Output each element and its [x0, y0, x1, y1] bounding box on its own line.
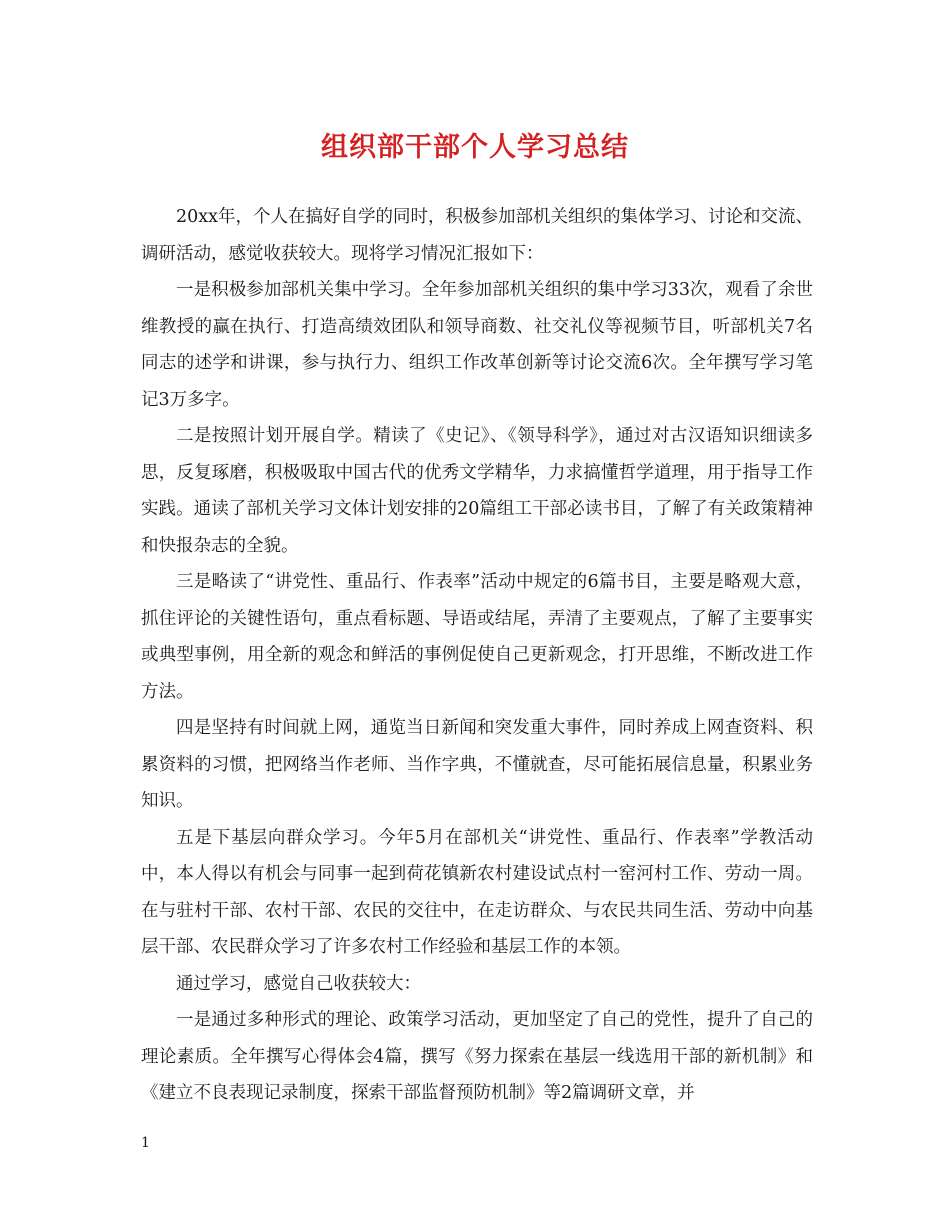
paragraph-summary-1: 一是通过多种形式的理论、政策学习活动，更加坚定了自己的党性，提升了自己的理论素质。全年撰写心得体会4篇，撰写《努力探索在基层一线选用干部的新机制》和《建立不良表现记录制度，探索干部监督预防机制》等2篇调研文章，并 — [141, 1010, 813, 1103]
paragraph-intro: 20xx年，个人在搞好自学的同时，积极参加部机关组织的集体学习、讨论和交流、调研活动，感觉收获较大。现将学习情况汇报如下： — [141, 207, 814, 264]
paragraph-item-5: 五是下基层向群众学习。今年5月在部机关“讲党性、重品行、作表率”学教活动中，本人得以有机会与同事一起到荷花镇新农村建设试点村一窑河村工作、劳动一周。在与驻村干部、农村干部、农民的交往中，在走访群众、与农民共同生活、劳动中向基层干部、农民群众学习了许多农村工作经验和基层工作的本领。 — [141, 827, 813, 957]
paragraph-item-3: 三是略读了“讲党性、重品行、作表率”活动中规定的6篇书目，主要是略观大意，抓住评论的关键性语句，重点看标题、导语或结尾，弄清了主要观点，了解了主要事实或典型事例，用全新的观念和鲜活的事例促使自己更新观念，打开思维，不断改进工作方法。 — [141, 572, 813, 702]
document-title: 组织部干部个人学习总结 — [321, 132, 629, 163]
paragraph-item-1: 一是积极参加部机关集中学习。全年参加部机关组织的集中学习33次，观看了余世维教授的赢在执行、打造高绩效团队和领导商数、社交礼仪等视频节目，听部机关7名同志的述学和讲课，参与执行力、组织工作改革创新等讨论交流6次。全年撰写学习笔记3万多字。 — [141, 280, 813, 410]
paragraph-item-2: 二是按照计划开展自学。精读了《史记》、《领导科学》，通过对古汉语知识细读多思，反复琢磨，积极吸取中国古代的优秀文学精华，力求搞懂哲学道理，用于指导工作实践。通读了部机关学习文体计划安排的20篇组工干部必读书目，了解了有关政策精神和快报杂志的全貌。 — [141, 426, 813, 556]
document-body — [141, 199, 813, 1112]
page-number: 1 — [141, 1135, 150, 1151]
paragraph-summary-lead: 通过学习，感觉自己收获较大： — [176, 973, 421, 994]
paragraph-item-4: 四是坚持有时间就上网，通览当日新闻和突发重大事件，同时养成上网查资料、积累资料的习惯，把网络当作老师、当作字典，不懂就查，尽可能拓展信息量，积累业务知识。 — [141, 718, 813, 811]
